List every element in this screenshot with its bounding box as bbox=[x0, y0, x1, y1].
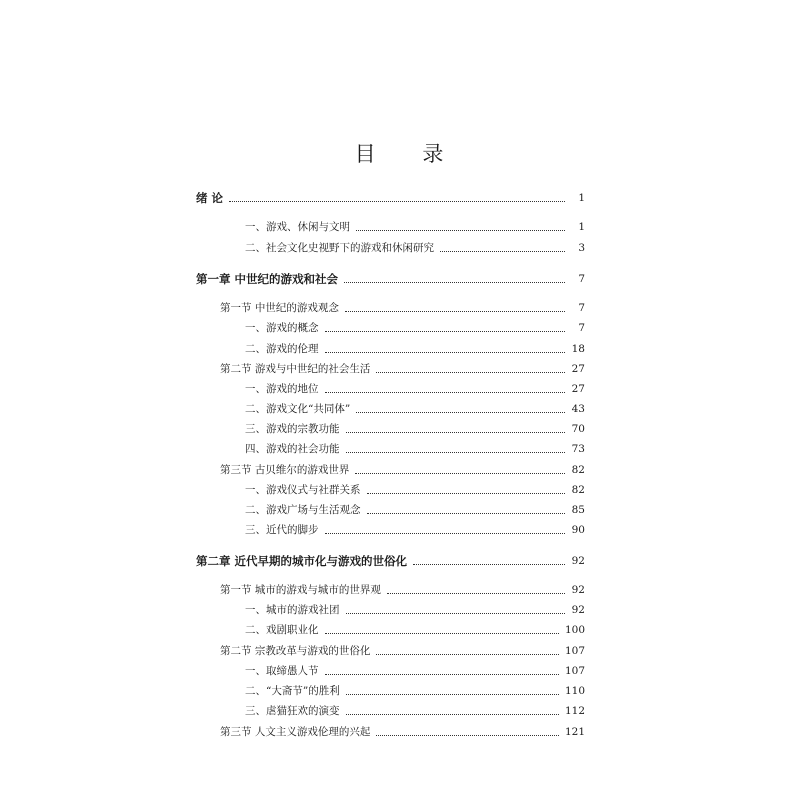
toc-page-number: 7 bbox=[578, 273, 585, 285]
dot-leader bbox=[325, 621, 559, 639]
toc-entry-label: 一、游戏仪式与社群关系 bbox=[245, 484, 361, 496]
dot-leader bbox=[367, 501, 566, 519]
toc-entry-label: 一、取缔愚人节 bbox=[245, 665, 319, 677]
toc-section bbox=[220, 461, 585, 479]
toc-section bbox=[220, 299, 585, 317]
toc-item bbox=[245, 481, 585, 499]
toc-entry-label: 四、游戏的社会功能 bbox=[245, 443, 340, 455]
dot-leader bbox=[325, 319, 566, 337]
toc-page-number: 110 bbox=[564, 685, 585, 697]
dot-leader bbox=[440, 239, 565, 257]
toc-chapter bbox=[196, 189, 585, 207]
dot-leader bbox=[346, 420, 566, 438]
toc-page-number: 27 bbox=[571, 363, 585, 375]
toc-section bbox=[220, 360, 585, 378]
toc-page-number: 107 bbox=[564, 645, 585, 657]
toc-page-number: 27 bbox=[571, 383, 585, 395]
toc-page-number: 100 bbox=[564, 624, 585, 636]
dot-leader bbox=[345, 299, 565, 317]
toc-entry-label: 一、游戏的概念 bbox=[245, 322, 319, 334]
toc-entry-label: 第二节 游戏与中世纪的社会生活 bbox=[220, 363, 371, 375]
toc-entry-label: 第二节 宗教改革与游戏的世俗化 bbox=[220, 645, 371, 657]
toc-entry-label: 二、游戏广场与生活观念 bbox=[245, 504, 361, 516]
dot-leader bbox=[325, 662, 559, 680]
toc-entry-label: 第一节 中世纪的游戏观念 bbox=[220, 302, 339, 314]
toc-page-number: 70 bbox=[571, 423, 585, 435]
toc-entry-label: 二、社会文化史视野下的游戏和休闲研究 bbox=[245, 242, 434, 254]
toc-item bbox=[245, 662, 585, 680]
toc-item bbox=[245, 682, 585, 700]
toc-entry-label: 三、近代的脚步 bbox=[245, 524, 319, 536]
dot-leader bbox=[346, 682, 559, 700]
toc-entry-label: 二、戏剧职业化 bbox=[245, 624, 319, 636]
toc-item bbox=[245, 601, 585, 619]
dot-leader bbox=[367, 481, 566, 499]
toc-page-number: 92 bbox=[571, 584, 585, 596]
toc-item bbox=[245, 239, 585, 257]
toc-page-number: 107 bbox=[564, 665, 585, 677]
toc-page-number: 1 bbox=[578, 221, 585, 233]
toc-entry-label: 二、游戏文化“共同体” bbox=[245, 403, 351, 415]
toc-page-number: 7 bbox=[578, 302, 585, 314]
dot-leader bbox=[413, 552, 565, 570]
toc-item bbox=[245, 319, 585, 337]
toc-page-number: 92 bbox=[571, 604, 585, 616]
toc-item bbox=[245, 420, 585, 438]
toc-page-number: 85 bbox=[571, 504, 585, 516]
toc-page-number: 43 bbox=[571, 403, 585, 415]
toc-page-number: 121 bbox=[564, 726, 585, 738]
toc-entry-label: 二、游戏的伦理 bbox=[245, 343, 319, 355]
toc-page-number: 82 bbox=[571, 464, 585, 476]
toc-entry-label: 第三节 古贝维尔的游戏世界 bbox=[220, 464, 350, 476]
toc-page-number: 7 bbox=[578, 322, 585, 334]
dot-leader bbox=[376, 642, 559, 660]
page-title: 目 录 bbox=[354, 142, 464, 166]
toc-entry-label: 第三节 人文主义游戏伦理的兴起 bbox=[220, 726, 371, 738]
toc-item bbox=[245, 218, 585, 236]
toc-chapter bbox=[196, 552, 585, 570]
toc-page-number: 18 bbox=[571, 343, 585, 355]
toc-item bbox=[245, 440, 585, 458]
dot-leader bbox=[356, 218, 565, 236]
toc-entry-label: 二、“大斋节”的胜利 bbox=[245, 685, 340, 697]
dot-leader bbox=[229, 189, 565, 207]
toc-entry-label: 一、游戏、休闲与文明 bbox=[245, 221, 350, 233]
toc-entry-label: 第二章 近代早期的城市化与游戏的世俗化 bbox=[196, 554, 408, 568]
toc-item bbox=[245, 340, 585, 358]
toc-entry-label: 一、城市的游戏社团 bbox=[245, 604, 340, 616]
dot-leader bbox=[376, 723, 559, 741]
dot-leader bbox=[346, 440, 566, 458]
dot-leader bbox=[356, 400, 565, 418]
toc-page-number: 112 bbox=[564, 705, 585, 717]
toc-page-number: 73 bbox=[571, 443, 585, 455]
toc-entry-label: 绪 论 bbox=[196, 191, 224, 205]
toc-page-number: 1 bbox=[578, 192, 585, 204]
dot-leader bbox=[376, 360, 565, 378]
toc-section bbox=[220, 642, 585, 660]
toc-item bbox=[245, 400, 585, 418]
dot-leader bbox=[344, 270, 565, 288]
toc-entry-label: 三、虐猫狂欢的演变 bbox=[245, 705, 340, 717]
dot-leader bbox=[325, 380, 566, 398]
toc-item bbox=[245, 380, 585, 398]
dot-leader bbox=[325, 340, 566, 358]
toc-section bbox=[220, 581, 585, 599]
toc-chapter bbox=[196, 270, 585, 288]
dot-leader bbox=[387, 581, 565, 599]
toc-page-number: 90 bbox=[571, 524, 585, 536]
toc-item bbox=[245, 521, 585, 539]
toc-entry-label: 第一章 中世纪的游戏和社会 bbox=[196, 272, 339, 286]
toc-section bbox=[220, 723, 585, 741]
toc-entry-label: 第一节 城市的游戏与城市的世界观 bbox=[220, 584, 381, 596]
toc-page-number: 3 bbox=[578, 242, 585, 254]
toc-entry-label: 三、游戏的宗教功能 bbox=[245, 423, 340, 435]
toc-item bbox=[245, 621, 585, 639]
toc-page-number: 82 bbox=[571, 484, 585, 496]
dot-leader bbox=[346, 702, 559, 720]
toc-item bbox=[245, 501, 585, 519]
dot-leader bbox=[355, 461, 565, 479]
toc-entry-label: 一、游戏的地位 bbox=[245, 383, 319, 395]
toc-item bbox=[245, 702, 585, 720]
dot-leader bbox=[346, 601, 566, 619]
dot-leader bbox=[325, 521, 566, 539]
toc-page-number: 92 bbox=[571, 555, 585, 567]
